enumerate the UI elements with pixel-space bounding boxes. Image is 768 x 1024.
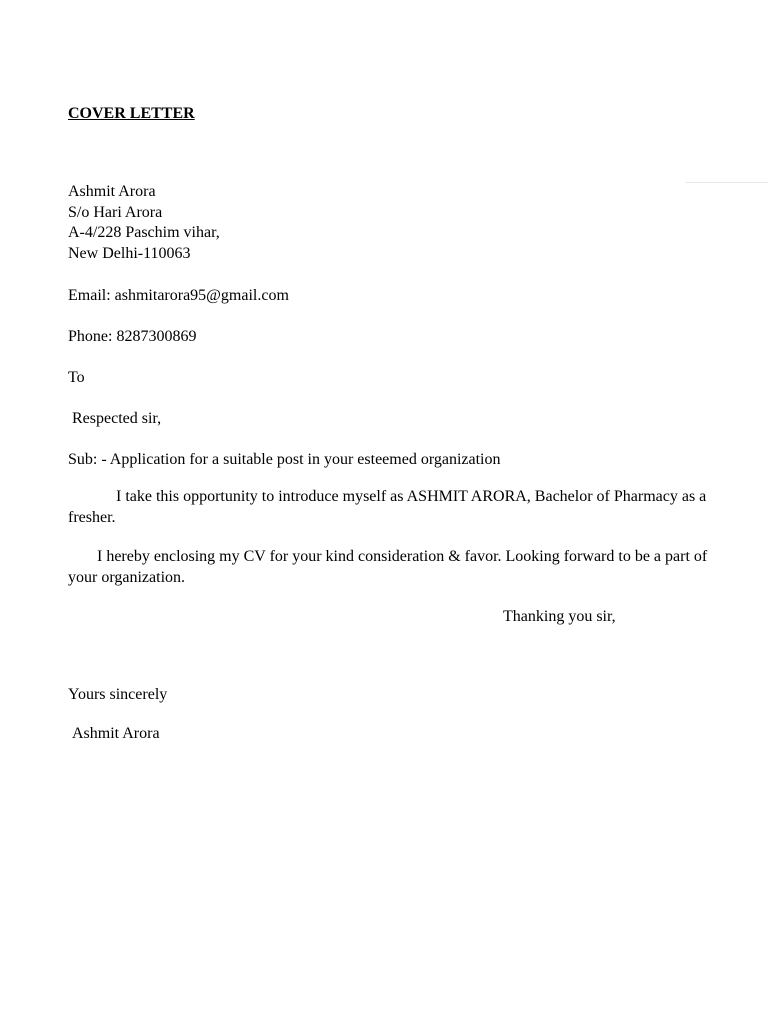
- recipient-to: To: [68, 369, 85, 386]
- salutation: Respected sir,: [72, 410, 162, 427]
- body-paragraph-1: [68, 487, 708, 528]
- body-paragraph-1-text: I take this opportunity to introduce myself as ASHMIT ARORA, Bachelor of Pharmacy as a fresher.: [68, 488, 707, 526]
- body-paragraph-2-text: I hereby enclosing my CV for your kind consideration & favor. Looking forward to be a part of your organization.: [68, 548, 708, 586]
- sender-address-block: [68, 182, 220, 264]
- sender-name: Ashmit Arora: [68, 183, 156, 200]
- thanks-line: Thanking you sir,: [503, 608, 616, 625]
- signature-name: Ashmit Arora: [72, 725, 160, 742]
- sender-address-line2: New Delhi-110063: [68, 244, 191, 262]
- sender-email: Email: ashmitarora95@gmail.com: [68, 287, 289, 304]
- document-title: COVER LETTER: [68, 105, 195, 122]
- closing-line: Yours sincerely: [68, 686, 168, 703]
- body-paragraph-2: [68, 547, 708, 588]
- subject-line: Sub: - Application for a suitable post in your esteemed organization: [68, 451, 501, 468]
- sender-relation: S/o Hari Arora: [68, 203, 163, 221]
- sender-address-line1: A-4/228 Paschim vihar,: [68, 224, 220, 241]
- divider: [686, 182, 768, 183]
- sender-phone: Phone: 8287300869: [68, 328, 197, 345]
